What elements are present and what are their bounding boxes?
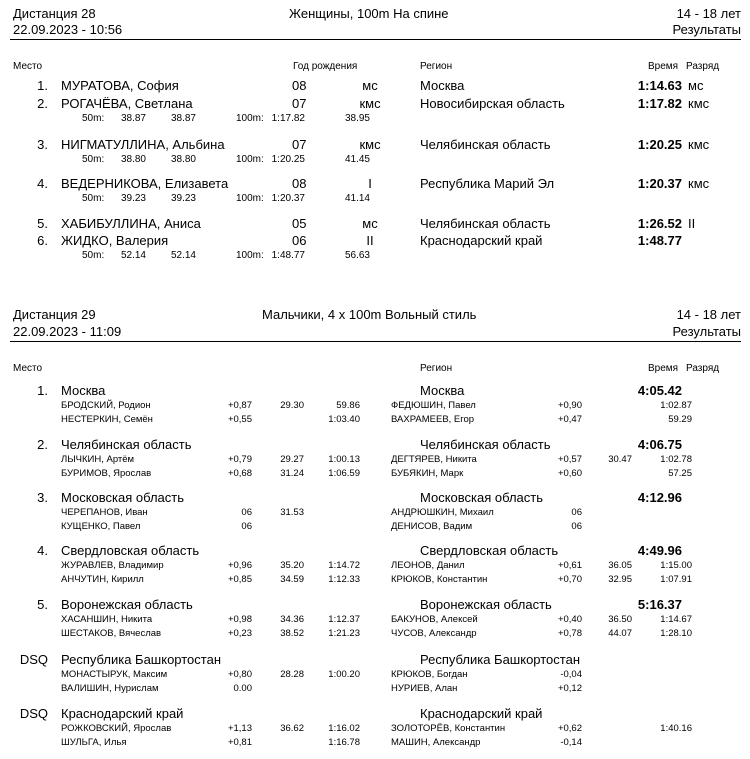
class-category: II (366, 233, 374, 248)
relay-swimmer: КУЩЕНКО, Павел (61, 521, 141, 532)
divider (10, 341, 741, 342)
team-name: Краснодарский край (61, 706, 184, 721)
split-value: 39.23 (170, 193, 196, 204)
place: 1. (37, 383, 48, 398)
relay-swimmer: ЧЕРЕПАНОВ, Иван (61, 507, 148, 518)
result-time: 1:26.52 (637, 216, 682, 231)
divider (10, 39, 741, 40)
reaction-time: +0,23 (227, 628, 252, 639)
col-rank: Разряд (686, 61, 720, 72)
team-name-right: Челябинская область (420, 437, 551, 452)
region: Челябинская область (420, 137, 551, 152)
reaction-time: +1,13 (227, 723, 252, 734)
split-label: 100m: (236, 193, 264, 204)
relay-swimmer: ЧУСОВ, Александр (391, 628, 477, 639)
birth-year: 06 (292, 233, 307, 248)
relay-swimmer: НЕСТЕРКИН, Семён (61, 414, 153, 425)
relay-swimmer: ШЕСТАКОВ, Вячеслав (61, 628, 162, 639)
event-name: Женщины, 100m На спине (289, 6, 449, 21)
reaction-time: 0.00 (233, 683, 252, 694)
split-value: 1:17.82 (271, 113, 305, 124)
team-name-right: Московская область (420, 490, 544, 505)
reaction-time: +0,87 (227, 400, 252, 411)
result-time: 1:48.77 (637, 233, 682, 248)
team-name-right: Москва (420, 383, 465, 398)
split-value: 52.14 (120, 250, 146, 261)
relay-swimmer: ЛЕОНОВ, Данил (391, 560, 465, 571)
col-place: Место (13, 363, 43, 374)
split-label: 100m: (236, 154, 264, 165)
reaction-time: +0,79 (227, 454, 252, 465)
swimmer-year: 06 (571, 507, 582, 518)
split-100: 1:12.37 (328, 614, 360, 625)
split-50: 44.07 (608, 628, 632, 639)
swimmer-name: ХАБИБУЛЛИНА, Аниса (61, 216, 201, 231)
split-50: 29.27 (280, 454, 304, 465)
place: 5. (37, 216, 48, 231)
reaction-time: +0,55 (227, 414, 252, 425)
reaction-time: +0,85 (227, 574, 252, 585)
relay-swimmer: БУРИМОВ, Ярослав (61, 468, 152, 479)
split-100: 1:02.78 (660, 454, 692, 465)
split-50: 31.53 (280, 507, 304, 518)
team-name-right: Воронежская область (420, 597, 552, 612)
team-time: 4:05.42 (637, 383, 682, 398)
split-50: 34.59 (280, 574, 304, 585)
swimmer-year: 06 (241, 521, 252, 532)
split-value: 52.14 (170, 250, 196, 261)
event-datetime: 22.09.2023 - 10:56 (13, 22, 123, 37)
split-100: 1:02.87 (660, 400, 692, 411)
result-time: 1:14.63 (637, 78, 682, 93)
relay-swimmer: МАШИН, Александр (391, 737, 481, 748)
place: 2. (37, 96, 48, 111)
split-50: 28.28 (280, 669, 304, 680)
team-time: 5:16.37 (637, 597, 682, 612)
team-name: Москва (61, 383, 106, 398)
reaction-time: +0,98 (227, 614, 252, 625)
swimmer-name: ЖИДКО, Валерия (61, 233, 169, 248)
relay-swimmer: ДЕНИСОВ, Вадим (391, 521, 473, 532)
split-value: 38.87 (120, 113, 146, 124)
relay-swimmer: БАКУНОВ, Алексей (391, 614, 478, 625)
split-100: 1:12.33 (328, 574, 360, 585)
team-name-right: Свердловская область (420, 543, 559, 558)
class-category: мс (362, 216, 378, 231)
swimmer-year: 06 (241, 507, 252, 518)
split-label: 50m: (82, 250, 105, 261)
relay-swimmer: НУРИЕВ, Алан (391, 683, 458, 694)
class-category: кмс (359, 137, 381, 152)
split-50: 36.62 (280, 723, 304, 734)
event-name: Мальчики, 4 x 100m Вольный стиль (262, 307, 477, 322)
relay-swimmer: ДЕГТЯРЕВ, Никита (391, 454, 477, 465)
relay-swimmer: КРЮКОВ, Константин (391, 574, 488, 585)
split-value: 1:20.37 (271, 193, 305, 204)
split-value: 38.95 (344, 113, 370, 124)
swimmer-year: 06 (571, 521, 582, 532)
event-datetime: 22.09.2023 - 11:09 (13, 324, 122, 339)
reaction-time: +0,40 (557, 614, 582, 625)
split-value: 1:20.25 (271, 154, 305, 165)
relay-swimmer: РОЖКОВСКИЙ, Ярослав (61, 723, 172, 734)
team-time: 4:06.75 (637, 437, 682, 452)
class-category: кмс (359, 96, 381, 111)
relay-swimmer: ФЕДЮШИН, Павел (391, 400, 476, 411)
split-50: 30.47 (608, 454, 632, 465)
split-100: 1:21.23 (328, 628, 360, 639)
reaction-time: +0,57 (557, 454, 582, 465)
col-place: Место (13, 61, 43, 72)
reaction-time: +0,70 (557, 574, 582, 585)
split-50: 35.20 (280, 560, 304, 571)
split-100: 57.25 (668, 468, 692, 479)
region: Москва (420, 78, 465, 93)
split-100: 1:15.00 (660, 560, 692, 571)
col-rank: Разряд (686, 363, 720, 374)
split-50: 32.95 (608, 574, 632, 585)
result-time: 1:20.37 (637, 176, 682, 191)
swimmer-name: НИГМАТУЛЛИНА, Альбина (61, 137, 225, 152)
place: DSQ (19, 706, 48, 721)
relay-swimmer: АНЧУТИН, Кирилл (61, 574, 144, 585)
split-100: 1:16.78 (328, 737, 360, 748)
split-label: 100m: (236, 250, 264, 261)
reaction-time: +0,80 (227, 669, 252, 680)
split-100: 1:28.10 (660, 628, 692, 639)
split-100: 1:40.16 (660, 723, 692, 734)
relay-swimmer: МОНАСТЫРУК, Максим (61, 669, 168, 680)
col-region: Регион (420, 61, 453, 72)
team-name-right: Республика Башкортостан (420, 652, 580, 667)
reaction-time: -0,14 (560, 737, 582, 748)
team-name: Свердловская область (61, 543, 200, 558)
split-50: 34.36 (280, 614, 304, 625)
col-region: Регион (420, 363, 453, 374)
class-category: I (368, 176, 372, 191)
reaction-time: +0,60 (557, 468, 582, 479)
age-group: 14 - 18 лет (676, 307, 741, 322)
region: Республика Марий Эл (420, 176, 555, 191)
split-value: 38.80 (170, 154, 196, 165)
region: Краснодарский край (420, 233, 543, 248)
place: 1. (37, 78, 48, 93)
relay-swimmer: ВАХРАМЕЕВ, Егор (391, 414, 475, 425)
place: 3. (37, 137, 48, 152)
rank: кмс (688, 96, 710, 111)
class-category: мс (362, 78, 378, 93)
split-100: 59.86 (336, 400, 360, 411)
split-100: 1:03.40 (328, 414, 360, 425)
split-100: 1:07.91 (660, 574, 692, 585)
relay-swimmer: КРЮКОВ, Богдан (391, 669, 468, 680)
relay-swimmer: АНДРЮШКИН, Михаил (391, 507, 494, 518)
region: Новосибирская область (420, 96, 565, 111)
split-100: 1:00.20 (328, 669, 360, 680)
birth-year: 08 (292, 176, 307, 191)
split-50: 31.24 (280, 468, 304, 479)
swimmer-name: МУРАТОВА, София (61, 78, 179, 93)
split-100: 1:16.02 (328, 723, 360, 734)
col-time: Время (648, 363, 679, 374)
col-year: Год рождения (293, 61, 358, 72)
team-name-right: Краснодарский край (420, 706, 543, 721)
results-label: Результаты (672, 22, 741, 37)
reaction-time: +0,78 (557, 628, 582, 639)
event-title: Дистанция 28 (13, 6, 96, 21)
split-50: 29.30 (280, 400, 304, 411)
swimmer-name: ВЕДЕРНИКОВА, Елизавета (61, 176, 229, 191)
team-name: Московская область (61, 490, 185, 505)
relay-swimmer: ХАСАНШИН, Никита (61, 614, 153, 625)
team-name: Республика Башкортостан (61, 652, 221, 667)
split-value: 39.23 (120, 193, 146, 204)
results-label: Результаты (672, 324, 741, 339)
birth-year: 08 (292, 78, 307, 93)
team-time: 4:49.96 (637, 543, 682, 558)
split-100: 1:06.59 (328, 468, 360, 479)
rank: мс (688, 78, 704, 93)
swimmer-name: РОГАЧЁВА, Светлана (61, 96, 193, 111)
team-time: 4:12.96 (637, 490, 682, 505)
split-label: 50m: (82, 154, 105, 165)
place: 2. (37, 437, 48, 452)
split-50: 38.52 (280, 628, 304, 639)
split-label: 100m: (236, 113, 264, 124)
team-name: Челябинская область (61, 437, 192, 452)
split-value: 1:48.77 (271, 250, 305, 261)
reaction-time: +0,12 (557, 683, 582, 694)
birth-year: 07 (292, 96, 307, 111)
reaction-time: +0,81 (227, 737, 252, 748)
split-100: 1:14.67 (660, 614, 692, 625)
rank: II (688, 216, 696, 231)
birth-year: 07 (292, 137, 307, 152)
reaction-time: +0,47 (557, 414, 582, 425)
team-name: Воронежская область (61, 597, 193, 612)
place: 5. (37, 597, 48, 612)
reaction-time: +0,96 (227, 560, 252, 571)
birth-year: 05 (292, 216, 307, 231)
split-value: 56.63 (344, 250, 370, 261)
relay-swimmer: ШУЛЬГА, Илья (61, 737, 127, 748)
result-time: 1:17.82 (637, 96, 682, 111)
split-label: 50m: (82, 193, 105, 204)
split-100: 1:14.72 (328, 560, 360, 571)
split-value: 38.87 (170, 113, 196, 124)
rank: кмс (688, 176, 710, 191)
split-value: 38.80 (120, 154, 146, 165)
relay-swimmer: ВАЛИШИН, Нурислам (61, 683, 159, 694)
event-title: Дистанция 29 (13, 307, 96, 322)
place: 3. (37, 490, 48, 505)
split-100: 1:00.13 (328, 454, 360, 465)
split-50: 36.50 (608, 614, 632, 625)
relay-swimmer: ЖУРАВЛЕВ, Владимир (61, 560, 164, 571)
place: 4. (37, 176, 48, 191)
place: DSQ (19, 652, 48, 667)
split-label: 50m: (82, 113, 105, 124)
reaction-time: +0,61 (557, 560, 582, 571)
reaction-time: +0,62 (557, 723, 582, 734)
relay-swimmer: ЛЫЧКИН, Артём (61, 454, 135, 465)
split-value: 41.14 (344, 193, 370, 204)
result-time: 1:20.25 (637, 137, 682, 152)
age-group: 14 - 18 лет (676, 6, 741, 21)
split-value: 41.45 (344, 154, 370, 165)
relay-swimmer: БУБЯКИН, Марк (391, 468, 464, 479)
split-50: 36.05 (608, 560, 632, 571)
col-time: Время (648, 61, 679, 72)
split-100: 59.29 (668, 414, 692, 425)
place: 4. (37, 543, 48, 558)
reaction-time: -0,04 (560, 669, 582, 680)
reaction-time: +0,90 (557, 400, 582, 411)
region: Челябинская область (420, 216, 551, 231)
place: 6. (37, 233, 48, 248)
relay-swimmer: БРОДСКИЙ, Родион (61, 400, 151, 411)
rank: кмс (688, 137, 710, 152)
reaction-time: +0,68 (227, 468, 252, 479)
relay-swimmer: ЗОЛОТОРЁВ, Константин (391, 723, 506, 734)
